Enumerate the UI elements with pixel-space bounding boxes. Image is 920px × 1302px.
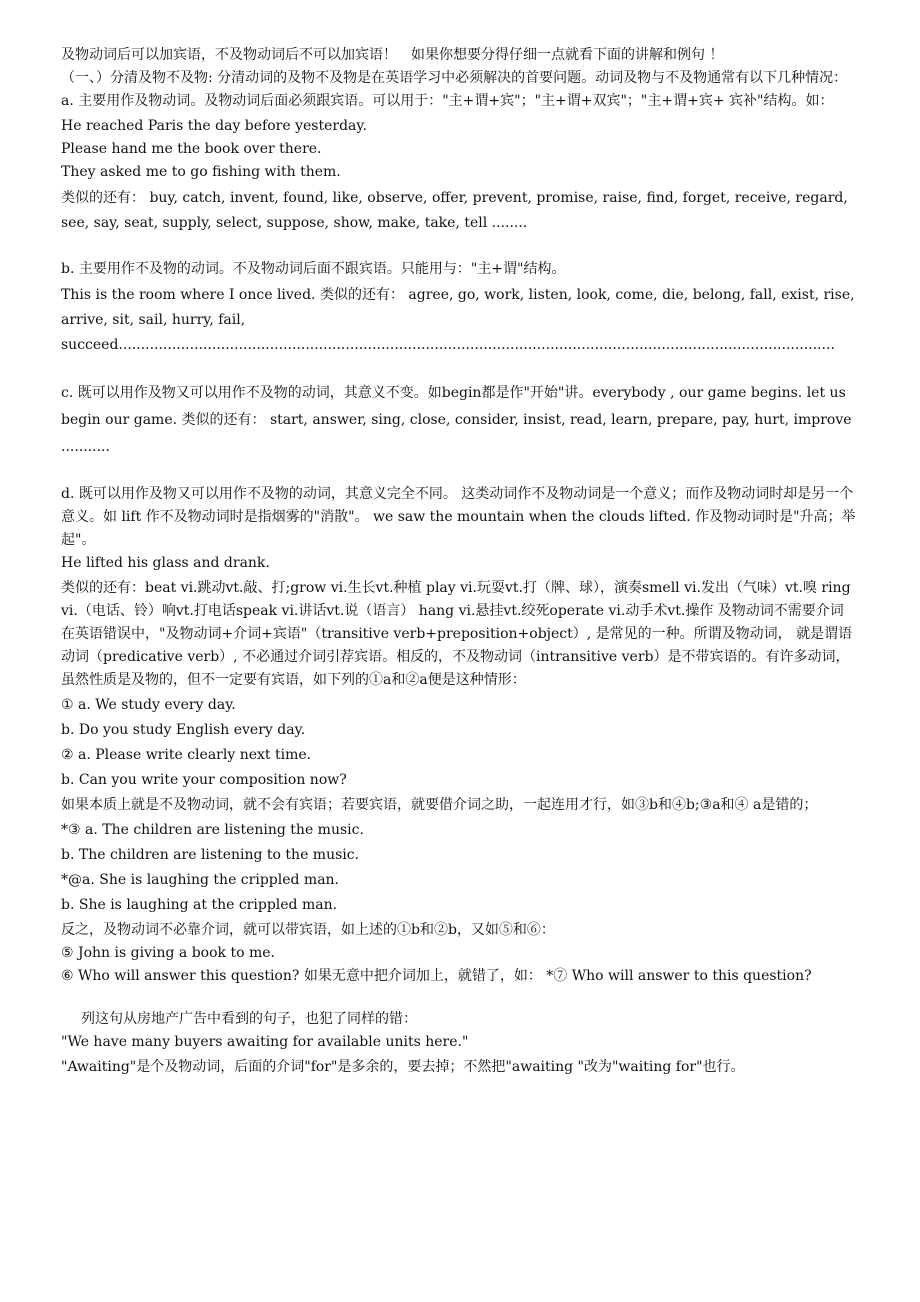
similar-verbs-b: This is the room where I once lived. 类似的还有： agree, go, work, listen, look, come, die, belong, fall, exist, rise, arrive, sit, sail, hurry, fail, succeed................................................................................................................................................................. — [61, 287, 855, 353]
example-3a: *③ a. The children are listening the music. — [61, 822, 364, 838]
example-4a: *@a. She is laughing the crippled man. — [61, 872, 340, 888]
document-page — [61, 44, 861, 1079]
section-heading: （一、）分清及物不及物: 分清动词的及物不及物是在英语学习中必须解决的首要问题。动词及物与不及物通常有以下几种情况： — [61, 70, 848, 86]
ad-correction: "Awaiting"是个及物动词，后面的介词"for"是多余的，要去掉；不然把"awaiting "改为"waiting for"也行。 — [61, 1059, 745, 1075]
ad-sentence: "We have many buyers awaiting for available units here." — [61, 1034, 469, 1050]
point-a: a. 主要用作及物动词。及物动词后面必须跟宾语。可以用于："主+谓+宾"；"主+谓+双宾"；"主+谓+宾+ 宾补"结构。如： — [61, 93, 834, 109]
transitive-note: 反之，及物动词不必靠介词，就可以带宾语，如上述的①b和②b，又如⑤和⑥： — [61, 922, 555, 938]
example-sentence: He lifted his glass and drank. — [61, 555, 270, 571]
example-2a: ② a. Please write clearly next time. — [61, 747, 312, 763]
point-c: c. 既可以用作及物又可以用作不及物的动词，其意义不变。如begin都是作"开始"讲。everybody , our game begins. let us begin our game. 类似的还有： start, answer, sing, close, consider, insist, read, learn, prepare, pay, hurt, improve ........... — [61, 385, 852, 455]
example-sentence: They asked me to go fishing with them. — [61, 164, 341, 180]
example-1b: b. Do you study English every day. — [61, 722, 306, 738]
ad-intro: 列这句从房地产广告中看到的句子，也犯了同样的错： — [81, 1011, 417, 1027]
example-2b: b. Can you write your composition now? — [61, 772, 347, 788]
example-5: ⑤ John is giving a book to me. — [61, 945, 275, 961]
similar-verbs-a: 类似的还有： buy, catch, invent, found, like, observe, offer, prevent, promise, raise, find, forget, receive, regard, see, say, seat, supply, select, suppose, show, make, take, tell ........ — [61, 190, 848, 231]
point-b: b. 主要用作不及物的动词。不及物动词后面不跟宾语。只能用与："主+谓"结构。 — [61, 261, 566, 277]
example-3b: b. The children are listening to the music. — [61, 847, 360, 863]
example-4b: b. She is laughing at the crippled man. — [61, 897, 338, 913]
example-sentence: He reached Paris the day before yesterday. — [61, 118, 367, 134]
explanation-paragraph: 在英语错误中，"及物动词+介词+宾语"（transitive verb+preposition+object）, 是常见的一种。所谓及物动词， 就是谓语动词（predicative verb）, 不必通过介词引荐宾语。相反的，不及物动词（intransitive verb）是不带宾语的。有许多动词，虽然性质是及物的，但不一定要有宾语，如下列的①a和②a便是这种情形： — [61, 626, 853, 688]
point-d: d. 既可以用作及物又可以用作不及物的动词，其意义完全不同。 这类动词作不及物动词是一个意义；而作及物动词时却是另一个意义。如 lift 作不及物动词时是指烟雾的"消散"。 we saw the mountain when the clouds lifted. 作及物动词时是"升高；举起"。 — [61, 486, 856, 548]
similar-verbs-d: 类似的还有：beat vi.跳动vt.敲、打;grow vi.生长vt.种植 play vi.玩耍vt.打（牌、球），演奏smell vi.发出（气味）vt.嗅 ring vi.（电话、铃）响vt.打电话speak vi.讲话vt.说（语言） hang vi.悬挂vt.绞死operate vi.动手术vt.操作 及物动词不需要介词 — [61, 580, 851, 619]
intransitive-note: 如果本质上就是不及物动词，就不会有宾语；若要宾语，就要借介词之助，一起连用才行，如③b和④b;③a和④ a是错的； — [61, 797, 818, 813]
example-6-7: ⑥ Who will answer this question? 如果无意中把介词加上，就错了，如： *⑦ Who will answer to this question? — [61, 968, 812, 984]
example-sentence: Please hand me the book over there. — [61, 141, 322, 157]
intro-line: 及物动词后可以加宾语，不及物动词后不可以加宾语！ 如果你想要分得仔细一点就看下面的讲解和例句 ！ — [61, 47, 724, 63]
example-1a: ① a. We study every day. — [61, 697, 236, 713]
